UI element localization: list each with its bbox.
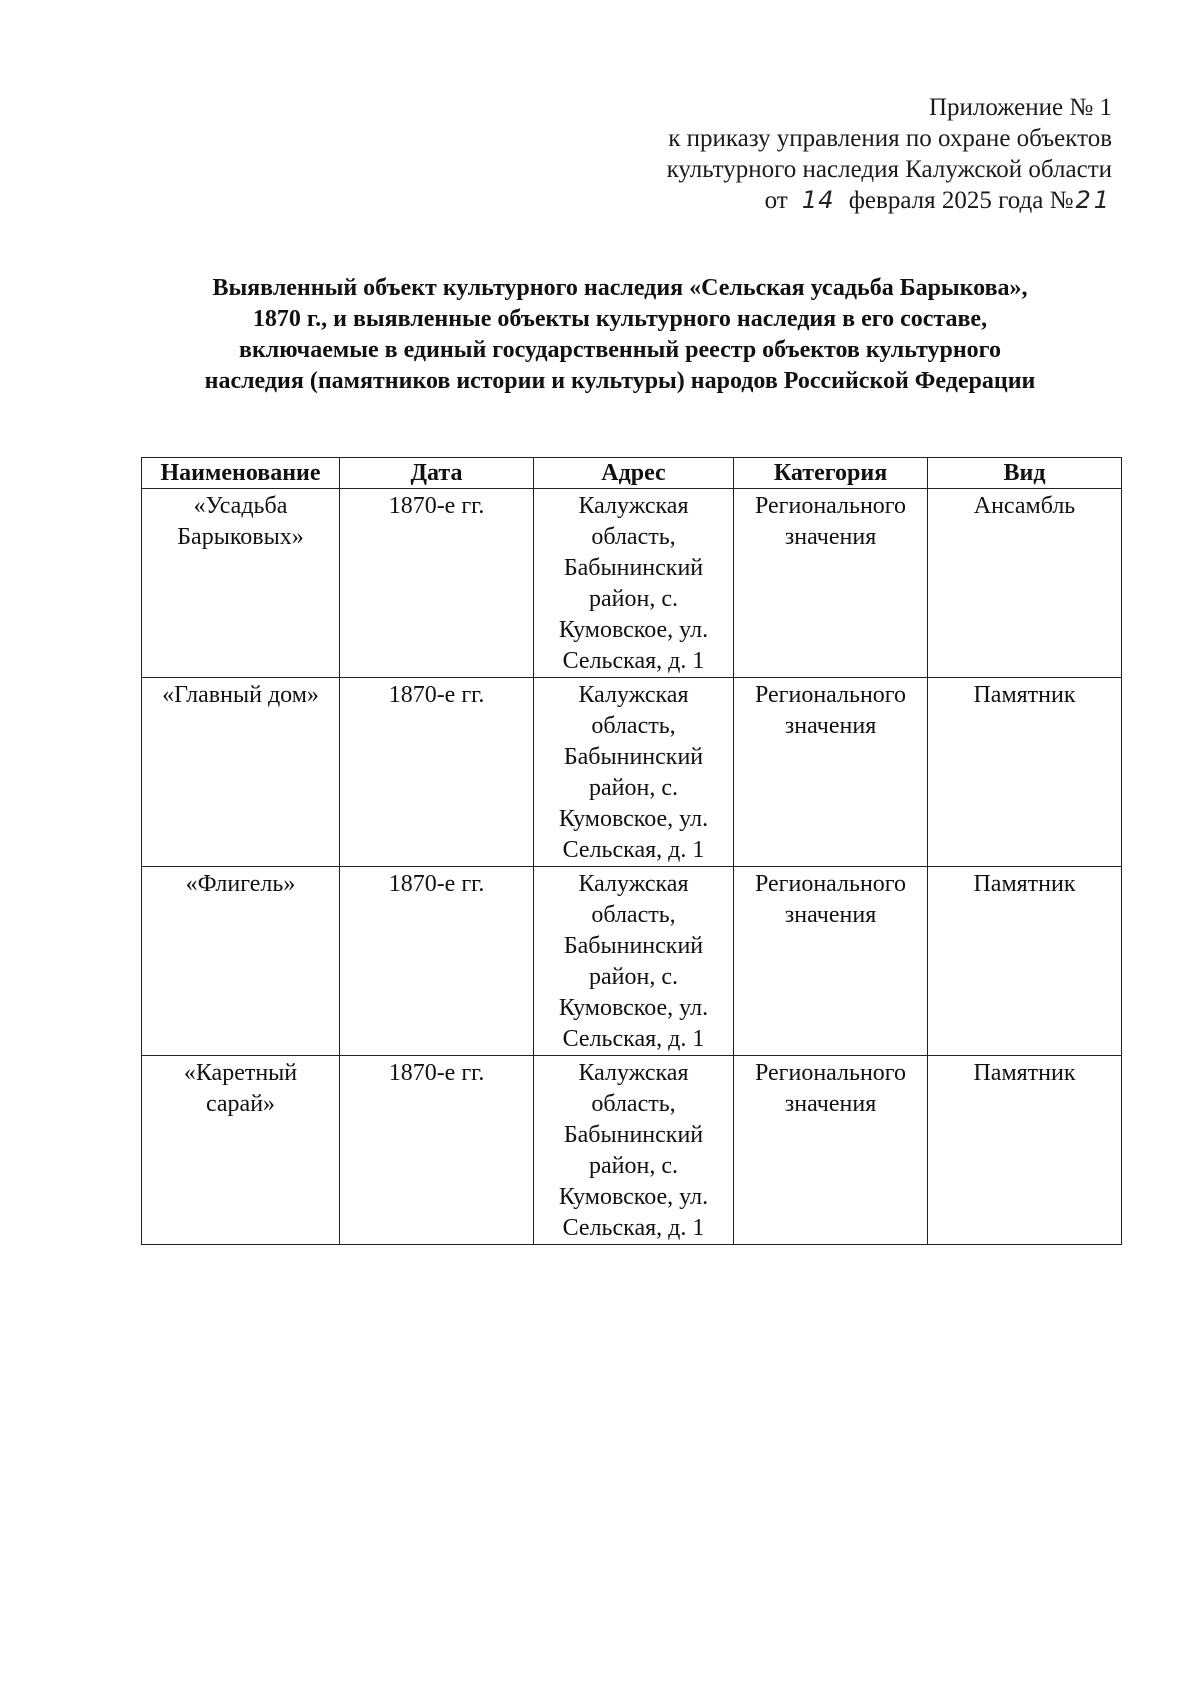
cell-address-line: Кумовское, ул. [558, 1184, 709, 1210]
cell-address-line: область, [591, 902, 676, 928]
heritage-objects-table [141, 457, 1122, 1245]
cell-category-line: значения [784, 902, 877, 928]
cell-date: 1870-е гг. [340, 678, 534, 867]
table-row [142, 678, 1122, 867]
cell-address-line: Бабынинский [563, 933, 704, 959]
cell-address-line: Калужская [578, 1060, 689, 1086]
cell-address-line: Кумовское, ул. [558, 995, 709, 1021]
cell-address-line: район, с. [589, 775, 678, 801]
date-day-handwritten: 14 [801, 186, 835, 214]
cell-address-line: район, с. [589, 964, 678, 990]
cell-category-line: значения [784, 713, 877, 739]
cell-address [534, 489, 734, 678]
cell-category [734, 1056, 928, 1245]
appendix-header [667, 92, 1112, 216]
cell-name [142, 489, 340, 678]
cell-date: 1870-е гг. [340, 1056, 534, 1245]
appendix-order-line: к приказу управления по охране объектов [668, 125, 1112, 152]
cell-category-line: значения [784, 1091, 877, 1117]
cell-category-line: Регионального [754, 871, 907, 897]
cell-address-line: Калужская [578, 682, 689, 708]
cell-category-line: Регионального [754, 1060, 907, 1086]
title-line-4: наследия (памятников истории и культуры) народов Российской Федерации [204, 368, 1036, 394]
cell-address-line: Кумовское, ул. [558, 617, 709, 643]
cell-address [534, 1056, 734, 1245]
cell-address-line: Кумовское, ул. [558, 806, 709, 832]
table-row [142, 489, 1122, 678]
cell-address-line: Сельская, д. 1 [562, 648, 705, 674]
cell-name-line: «Главный дом» [162, 682, 319, 708]
title-line-3: включаемые в единый государственный реестр объектов культурного [239, 337, 1001, 363]
date-prefix: от [764, 187, 788, 214]
cell-type: Ансамбль [928, 489, 1122, 678]
document-title [150, 273, 1090, 397]
header-address: Адрес [534, 458, 734, 489]
cell-address-line: Сельская, д. 1 [562, 837, 705, 863]
appendix-date-line [667, 185, 1112, 216]
header-name: Наименование [142, 458, 340, 489]
order-number-handwritten: 21 [1075, 186, 1112, 214]
cell-address [534, 867, 734, 1056]
table-row [142, 1056, 1122, 1245]
cell-address-line: район, с. [589, 1153, 678, 1179]
cell-address-line: район, с. [589, 586, 678, 612]
cell-address-line: Калужская [578, 871, 689, 897]
cell-category-line: Регионального [754, 682, 907, 708]
cell-name-line: «Усадьба [193, 493, 288, 519]
cell-address-line: область, [591, 713, 676, 739]
cell-category [734, 489, 928, 678]
title-line-2: 1870 г., и выявленные объекты культурного наследия в его составе, [252, 306, 988, 332]
cell-address [534, 678, 734, 867]
cell-name-line: «Флигель» [185, 871, 296, 897]
cell-name [142, 867, 340, 1056]
cell-date: 1870-е гг. [340, 489, 534, 678]
cell-type: Памятник [928, 1056, 1122, 1245]
header-category: Категория [734, 458, 928, 489]
title-line-1: Выявленный объект культурного наследия «Сельская усадьба Барыкова», [212, 275, 1028, 301]
cell-category-line: Регионального [754, 493, 907, 519]
header-date: Дата [340, 458, 534, 489]
appendix-authority-line: культурного наследия Калужской области [666, 156, 1112, 183]
cell-category-line: значения [784, 524, 877, 550]
cell-address-line: Калужская [578, 493, 689, 519]
cell-name [142, 678, 340, 867]
cell-address-line: область, [591, 524, 676, 550]
appendix-title: Приложение № 1 [928, 94, 1112, 121]
cell-address-line: Сельская, д. 1 [562, 1215, 705, 1241]
cell-date: 1870-е гг. [340, 867, 534, 1056]
cell-name-line: «Каретный [183, 1060, 298, 1086]
cell-name-line: сарай» [205, 1091, 276, 1117]
cell-address-line: Бабынинский [563, 555, 704, 581]
cell-address-line: Сельская, д. 1 [562, 1026, 705, 1052]
table-header-row [142, 458, 1122, 489]
cell-category [734, 678, 928, 867]
cell-address-line: область, [591, 1091, 676, 1117]
table-row [142, 867, 1122, 1056]
cell-address-line: Бабынинский [563, 1122, 704, 1148]
cell-type: Памятник [928, 678, 1122, 867]
header-type: Вид [928, 458, 1122, 489]
cell-name [142, 1056, 340, 1245]
cell-name-line: Барыковых» [177, 524, 304, 550]
cell-category [734, 867, 928, 1056]
cell-type: Памятник [928, 867, 1122, 1056]
date-rest: февраля 2025 года № [848, 187, 1074, 214]
cell-address-line: Бабынинский [563, 744, 704, 770]
